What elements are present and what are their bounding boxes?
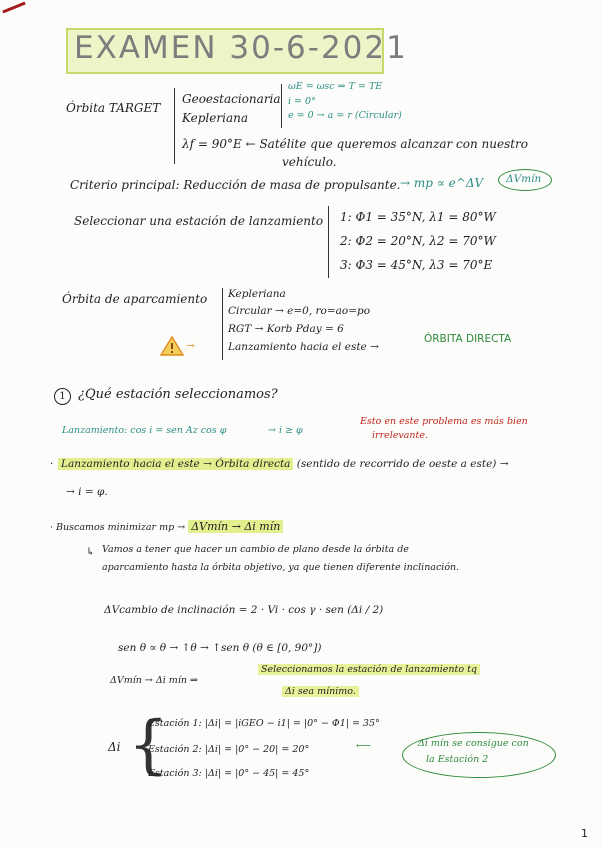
dvmin-line: ΔVmín → Δi mín ⇒ bbox=[110, 675, 198, 686]
condition-circular: e = 0 → a = r (Circular) bbox=[288, 110, 402, 121]
station-1-result: Estación 1: |Δi| = |iGEO − i1| = |0° − Φ1| = 35° bbox=[148, 718, 380, 729]
select-line2 bbox=[282, 686, 359, 697]
warning-arrow-icon: → bbox=[186, 340, 195, 352]
delta-i-label: Δi bbox=[108, 740, 121, 754]
target-line-geo: Geoestacionaria bbox=[182, 92, 281, 106]
conclusion-arrow-icon: ⟵ bbox=[356, 740, 372, 752]
estacion-bracket bbox=[328, 206, 329, 278]
dv-formula: ΔVcambio de inclinación = 2 · Vi · cos γ · sen (Δi / 2) bbox=[104, 604, 384, 616]
target-line-kepler: Kepleriana bbox=[182, 111, 248, 125]
lanzamiento-formula: Lanzamiento: cos i = sen Az cos φ bbox=[62, 425, 227, 436]
orbita-directa: ÓRBITA DIRECTA bbox=[424, 333, 512, 345]
condition-inclination: i = 0° bbox=[288, 96, 316, 107]
bullet1-line2: → i = φ. bbox=[66, 486, 108, 498]
bullet1 bbox=[58, 458, 509, 471]
page-number: 1 bbox=[581, 827, 588, 840]
select-highlight-2: Δi sea mínimo. bbox=[282, 686, 359, 697]
warning-icon bbox=[160, 336, 184, 356]
sen-line: sen θ ∝ θ → ↑θ → ↑sen θ (θ ∈ [0, 90°]) bbox=[118, 642, 322, 654]
station-2-result: Estación 2: |Δi| = |0° − 20| = 20° bbox=[148, 744, 310, 755]
condition-omega: ωE = ωsc ⇒ T = TE bbox=[288, 81, 383, 92]
select-line1 bbox=[258, 664, 480, 675]
bullet2-highlight: ΔVmín → Δi mín bbox=[188, 520, 283, 533]
station-3-result: Estación 3: |Δi| = |0° − 45| = 45° bbox=[148, 768, 310, 779]
criterio-formula: → mp ∝ e^ΔV bbox=[400, 176, 484, 190]
estacion-option-2: 2: Φ2 = 20°N, λ2 = 70°W bbox=[340, 234, 496, 248]
select-highlight-1: Seleccionamos la estación de lanzamiento tq bbox=[258, 664, 480, 675]
estacion-option-1: 1: Φ1 = 35°N, λ1 = 80°W bbox=[340, 210, 496, 224]
target-bracket bbox=[174, 88, 175, 164]
bullet1-rest: (sentido de recorrido de oeste a este) → bbox=[296, 458, 509, 470]
target-line-lambda: λf = 90°E ← Satélite que queremos alcanzar con nuestro bbox=[182, 137, 529, 151]
explain-line2: aparcamiento hasta la órbita objetivo, ya que tienen diferente inclinación. bbox=[102, 562, 460, 573]
bullet1-highlight: Lanzamiento hacia el este → Órbita directa bbox=[58, 458, 293, 470]
explain-line1: Vamos a tener que hacer un cambio de plano desde la órbita de bbox=[102, 544, 409, 555]
criterio-result: ΔVmín bbox=[506, 173, 542, 185]
target-conditions-bracket bbox=[281, 84, 282, 128]
page-title: EXAMEN 30-6-2021 bbox=[74, 30, 408, 66]
estacion-label: Seleccionar una estación de lanzamiento bbox=[74, 214, 324, 228]
lanzamiento-arrow: → i ≥ φ bbox=[268, 425, 303, 436]
note-red-line2: irrelevante. bbox=[372, 430, 429, 441]
aparcamiento-line-circular: Circular → e=0, ro=ao=po bbox=[228, 305, 371, 317]
note-red-line1: Esto en este problema es más bien bbox=[360, 416, 528, 427]
section-number: 1 bbox=[54, 388, 71, 405]
aparcamiento-line-kepler: Kepleriana bbox=[228, 288, 286, 300]
section-question: ¿Qué estación seleccionamos? bbox=[78, 387, 278, 402]
bullet2 bbox=[50, 520, 283, 533]
bullet2-pre: · Buscamos minimizar mp → bbox=[50, 522, 189, 533]
aparcamiento-label: Órbita de aparcamiento bbox=[62, 292, 208, 306]
aparcamiento-line-rgt: RGT → Korb Pday = 6 bbox=[228, 323, 344, 335]
target-line-vehicle: vehículo. bbox=[282, 155, 337, 169]
aparcamiento-line-lanzamiento: Lanzamiento hacia el este → bbox=[228, 341, 379, 353]
estacion-option-3: 3: Φ3 = 45°N, λ3 = 70°E bbox=[340, 258, 493, 272]
arrow-icon: ↳ bbox=[86, 546, 95, 558]
orbita-target-label: Órbita TARGET bbox=[66, 101, 161, 115]
aparcamiento-bracket bbox=[222, 288, 223, 360]
stations-brace: { bbox=[128, 708, 169, 782]
conclusion-line1: Δi mín se consigue con bbox=[418, 738, 529, 749]
bullet-dot: · bbox=[50, 458, 54, 470]
pen-mark-icon bbox=[2, 2, 25, 14]
conclusion-line2: la Estación 2 bbox=[426, 754, 489, 765]
criterio-text: Criterio principal: Reducción de masa de propulsante. bbox=[70, 178, 401, 192]
